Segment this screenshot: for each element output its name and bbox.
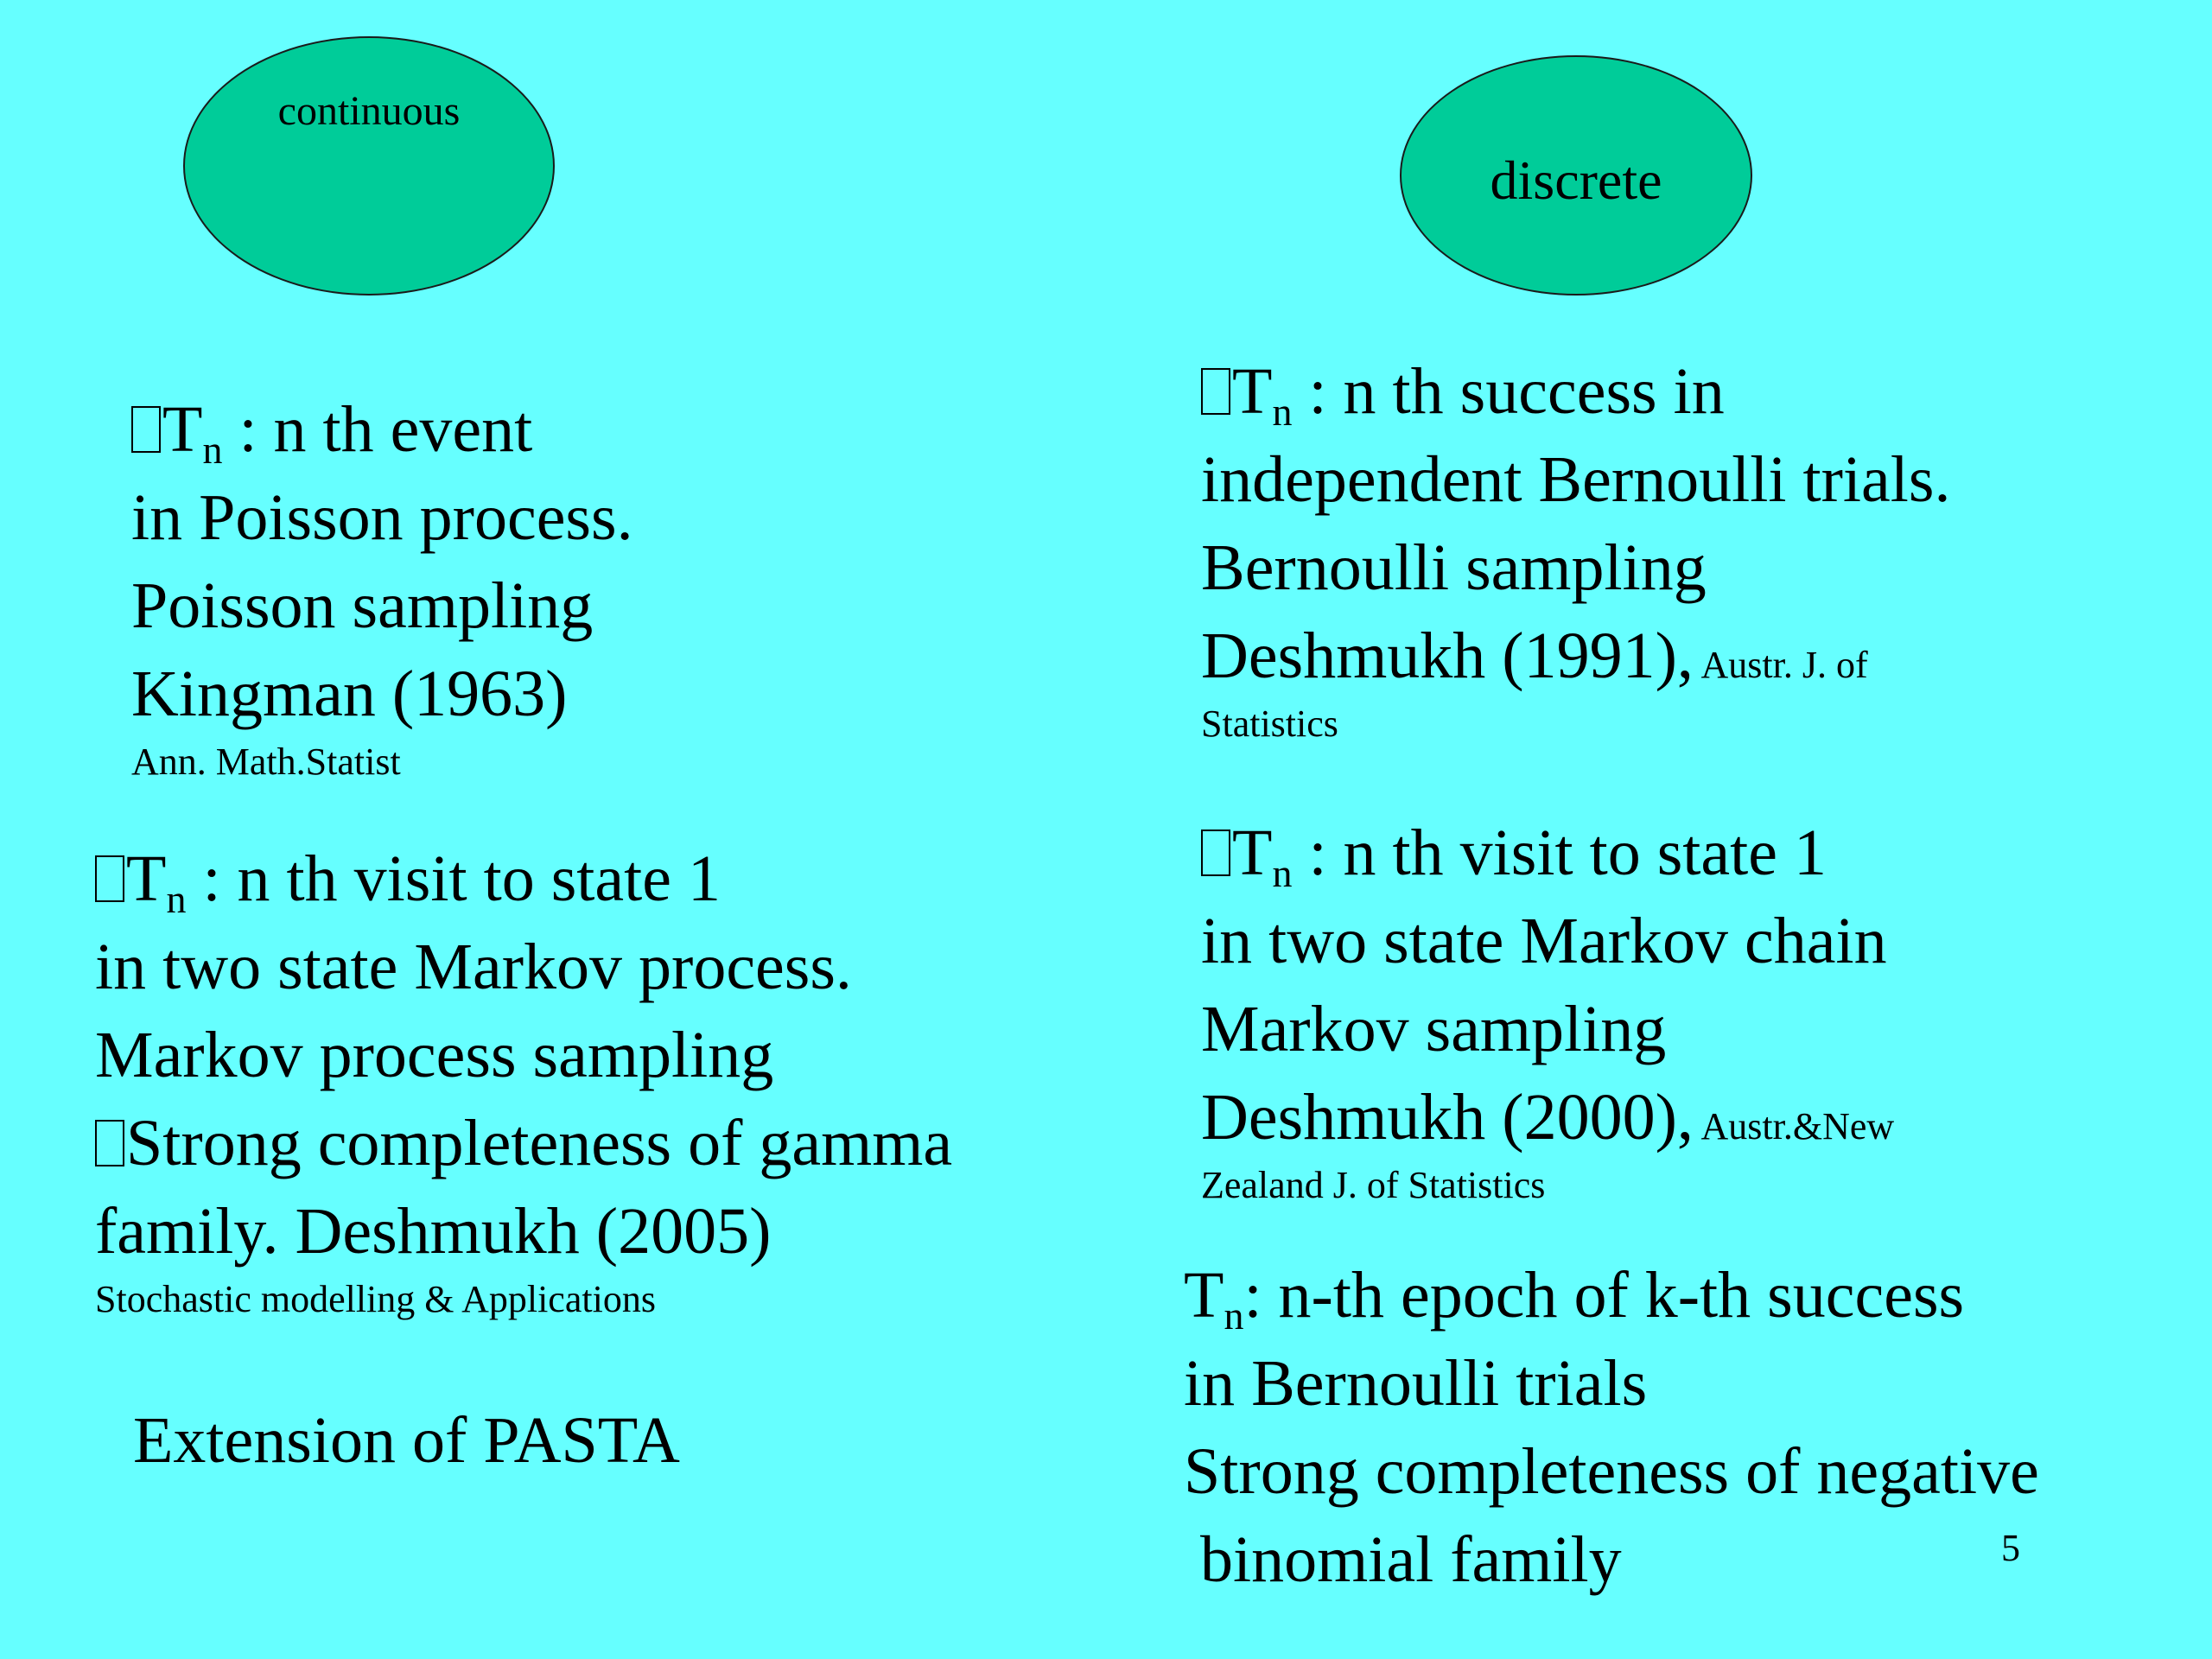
citation-text: Ann. Math.Statist — [131, 741, 401, 783]
text-line — [95, 1099, 952, 1187]
bullet-box-icon — [1201, 830, 1230, 876]
subscript-n: n — [166, 877, 187, 921]
heading-text: : n th visit to state 1 — [186, 842, 721, 915]
block-heading-line — [1201, 809, 1894, 897]
text-line: independent Bernoulli trials. — [1201, 443, 1951, 516]
text-line: Extension of PASTA — [133, 1404, 680, 1477]
subscript-n: n — [1272, 390, 1293, 434]
text-fragment: Strong completeness of gamma — [126, 1107, 953, 1179]
text-line: in two state Markov chain — [1201, 905, 1887, 977]
continuous-ellipse — [183, 36, 555, 296]
t-symbol: T — [1184, 1259, 1224, 1332]
block-heading-line — [95, 835, 952, 923]
citation-text: Austr.&New — [1693, 1105, 1895, 1147]
bullet-box-icon — [95, 1120, 124, 1166]
poisson-sampling-block — [131, 385, 633, 786]
heading-text: : n th visit to state 1 — [1292, 817, 1827, 889]
bullet-box-icon — [1201, 368, 1230, 415]
t-symbol: T — [162, 393, 203, 466]
negative-binomial-block — [1184, 1251, 2039, 1604]
bullet-box-icon — [131, 406, 161, 453]
pasta-block — [133, 1396, 680, 1484]
text-line — [1201, 612, 1950, 700]
text-line: Strong completeness of negative — [1184, 1435, 2039, 1508]
text-fragment: Deshmukh (2000), — [1201, 1081, 1694, 1154]
t-symbol: T — [1232, 355, 1273, 428]
text-line: binomial family — [1184, 1523, 1622, 1596]
continuous-label: continuous — [277, 87, 461, 134]
t-symbol: T — [1232, 817, 1273, 889]
bullet-box-icon — [95, 855, 124, 902]
text-line: Bernoulli sampling — [1201, 531, 1707, 604]
citation-text: Statistics — [1201, 702, 1338, 745]
discrete-label: discrete — [1490, 149, 1662, 211]
text-line: Markov sampling — [1201, 993, 1667, 1065]
text-line: family. Deshmukh (2005) — [95, 1195, 772, 1268]
citation-text: Stochastic modelling & Applications — [95, 1278, 656, 1320]
discrete-ellipse — [1400, 55, 1752, 296]
block-heading-line — [1201, 347, 1950, 435]
markov-process-block — [95, 835, 952, 1324]
text-line: in two state Markov process. — [95, 931, 852, 1003]
subscript-n: n — [202, 428, 223, 472]
subscript-n: n — [1224, 1294, 1244, 1338]
markov-chain-block — [1201, 809, 1894, 1210]
text-line: in Poisson process. — [131, 481, 633, 554]
citation-text: Zealand J. of Statistics — [1201, 1164, 1546, 1206]
block-heading-line — [131, 385, 633, 474]
heading-text: : n th event — [222, 393, 533, 466]
text-line: Poisson sampling — [131, 569, 594, 642]
heading-text: : n-th epoch of k-th success — [1243, 1259, 1965, 1332]
block-heading-line — [1184, 1251, 2039, 1339]
heading-text: : n th success in — [1292, 355, 1725, 428]
text-line: Markov process sampling — [95, 1019, 774, 1091]
text-fragment: Deshmukh (1991), — [1201, 620, 1694, 692]
page-number: 5 — [2001, 1527, 2020, 1569]
text-line — [1201, 1073, 1894, 1161]
text-line: Kingman (1963) — [131, 658, 568, 730]
bernoulli-sampling-block — [1201, 347, 1950, 748]
t-symbol: T — [126, 842, 167, 915]
subscript-n: n — [1272, 851, 1293, 895]
text-line: in Bernoulli trials — [1184, 1347, 1648, 1420]
citation-text: Austr. J. of — [1693, 644, 1868, 686]
